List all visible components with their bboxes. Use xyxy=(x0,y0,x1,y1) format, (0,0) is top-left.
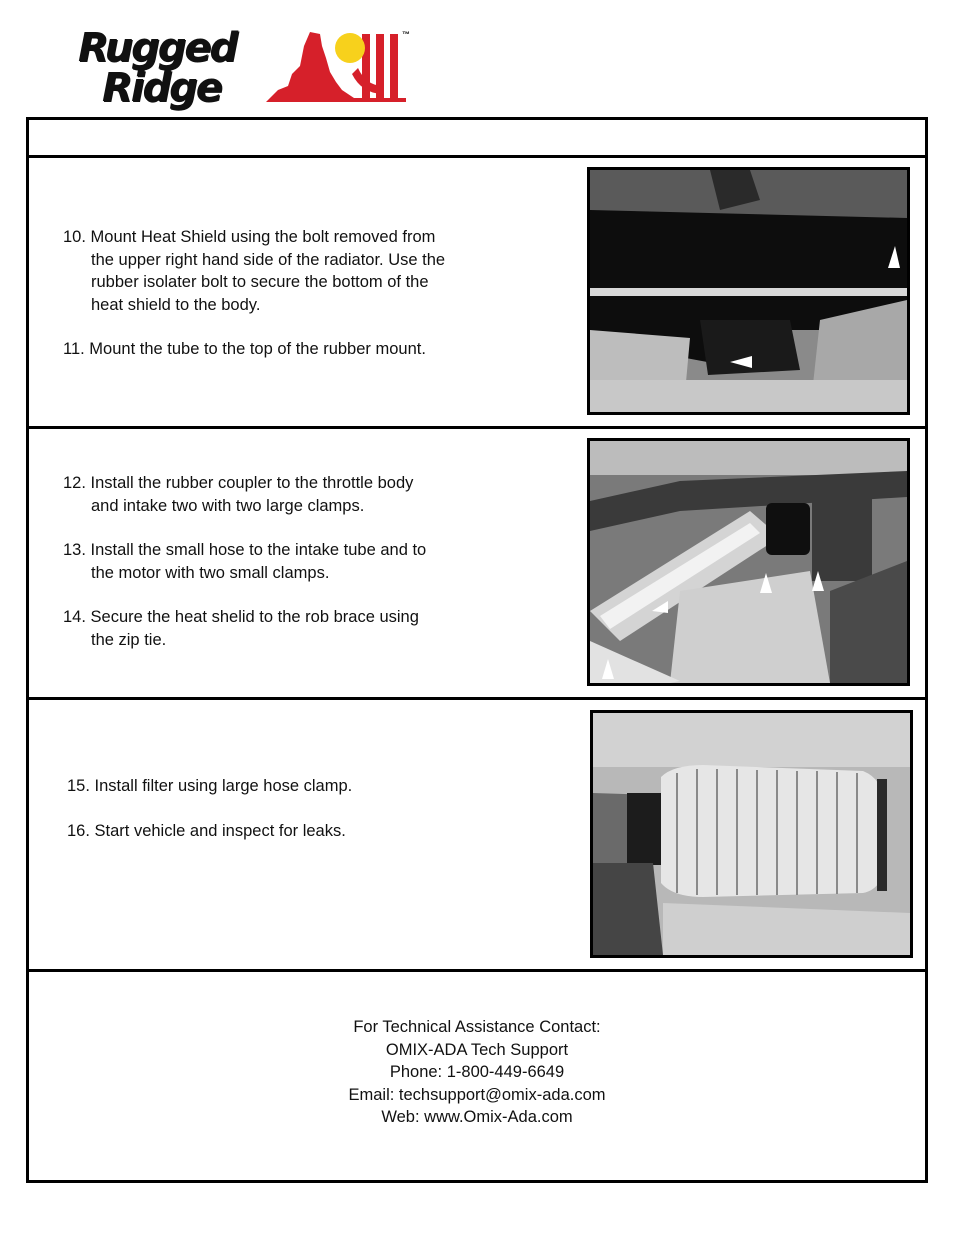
contact-web: Web: www.Omix-Ada.com xyxy=(381,1108,573,1126)
step-line: 14. Secure the heat shelid to the rob brace using xyxy=(63,608,419,626)
step-line: 11. Mount the tube to the top of the rubber mount. xyxy=(63,340,426,358)
photo-throttle-coupler xyxy=(587,438,910,686)
step-line: 16. Start vehicle and inspect for leaks. xyxy=(67,821,346,840)
step-list xyxy=(63,226,445,361)
step-12 xyxy=(63,472,426,517)
step-line: 10. Mount Heat Shield using the bolt removed from xyxy=(63,228,436,246)
contact-email: Email: techsupport@omix-ada.com xyxy=(348,1085,606,1104)
step-line: the zip tie. xyxy=(91,630,167,649)
step-13 xyxy=(63,539,426,584)
photo-air-filter xyxy=(590,710,913,958)
step-line: heat shield to the body. xyxy=(91,295,261,314)
step-line: 13. Install the small hose to the intake tube and to xyxy=(63,541,427,559)
step-14 xyxy=(63,606,426,651)
trademark-symbol: ™ xyxy=(402,30,410,39)
header-bar xyxy=(29,120,925,158)
step-panel-1 xyxy=(29,158,925,429)
step-line: and intake two with two large clamps. xyxy=(91,496,365,515)
contact-phone: Phone: 1-800-449-6649 xyxy=(389,1063,565,1081)
step-10 xyxy=(63,226,445,316)
step-11 xyxy=(63,338,445,361)
rugged-ridge-logo xyxy=(78,25,418,114)
contact-company: OMIX-ADA Tech Support xyxy=(385,1040,569,1059)
step-line: rubber isolater bolt to secure the bottom of the xyxy=(91,273,429,291)
logo-word-rugged: Rugged xyxy=(78,25,237,71)
step-16 xyxy=(67,820,352,843)
step-panel-2 xyxy=(29,429,925,700)
logo-mountain-mark xyxy=(266,28,416,108)
step-list xyxy=(67,775,352,842)
step-panel-3 xyxy=(29,700,925,972)
photo-heat-shield xyxy=(587,167,910,415)
step-15 xyxy=(67,775,352,798)
step-line: 12. Install the rubber coupler to the throttle body xyxy=(63,474,414,492)
contact-panel xyxy=(29,972,925,1180)
step-line: the motor with two small clamps. xyxy=(91,563,330,582)
contact-info xyxy=(29,1016,925,1129)
instruction-frame xyxy=(26,117,928,1183)
contact-heading: For Technical Assistance Contact: xyxy=(353,1018,601,1036)
logo-word-ridge: Ridge xyxy=(102,65,221,111)
step-line: 15. Install filter using large hose clamp. xyxy=(67,777,353,795)
step-line: the upper right hand side of the radiator. Use the xyxy=(91,250,446,269)
step-list xyxy=(63,472,426,651)
